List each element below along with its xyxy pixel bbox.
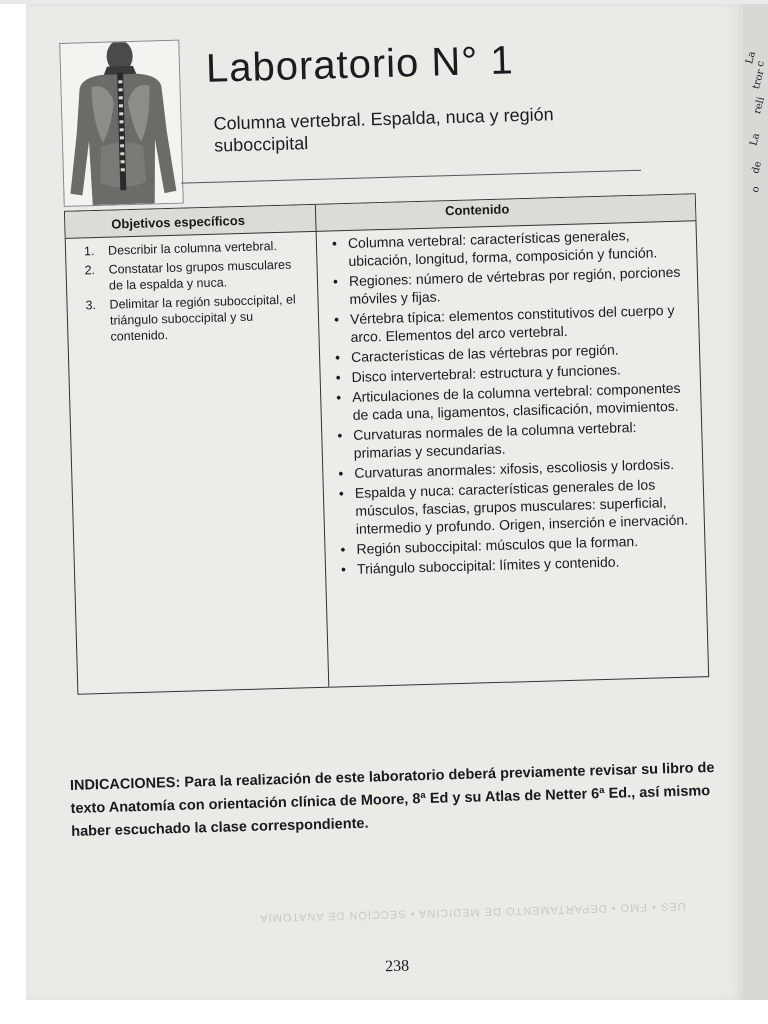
content-item: • Curvaturas anormales: xifosis, escoliosis y lordosis. [336,454,694,482]
content-item: • Articulaciones de la columna vertebral: componentes de cada una, ligamentos, clasificación, movimientos. [334,378,693,424]
content-item: • Región suboccipital: músculos que la forman. [338,530,696,558]
column-header-objectives: Objetivos específicos [111,212,246,232]
objective-number: 1. [83,244,95,259]
page-subtitle: Columna vertebral. Espalda, nuca y región suboccipital [213,104,554,156]
content-item: • Espalda y nuca: características generales de los músculos, fascias, grupos musculares: superficial, intermedio y profundo. Origen, inserción e inervación. [337,474,696,538]
content-item: • Columna vertebral: características generales, ubicación, longitud, forma, composición y función. [330,225,689,271]
lab-table [64,193,709,694]
content-item: • Triángulo suboccipital: límites y contenido. [339,550,697,578]
objective-item [77,291,310,345]
column-divider [315,205,329,687]
objective-text: Describir la columna vertebral. [107,238,277,258]
document-page [26,4,743,1000]
contents-list [330,225,698,581]
objectives-list [76,237,311,348]
column-header-contents: Contenido [444,201,510,219]
content-item: • Regiones: número de vértebras por región, porciones móviles y fijas. [331,262,690,308]
objective-text: Constatar los grupos musculares de la espalda y nuca. [108,257,292,293]
page-title: Laboratorio N° 1 [205,38,515,91]
page-number: 238 [384,957,410,976]
content-item: • Curvaturas normales de la columna vertebral: primarias y secundarias. [335,416,694,462]
adjacent-page-edge: La c tror reli La de o [743,4,768,1000]
bottom-margin [0,1000,768,1024]
objective-number: 3. [85,298,97,313]
objective-number: 2. [84,263,96,278]
title-divider [181,170,641,184]
faint-footer-text: UES • FMO • DEPARTAMENTO DE MEDICINA • SECCIÓN DE ANATOMÍA [259,899,686,924]
content-item: • Disco intervertebral: estructura y funciones. [333,358,691,386]
content-item: • Vértebra típica: elementos constitutivos del cuerpo y arco. Elementos del arco vertebral. [332,300,691,346]
anatomy-figure [59,40,184,207]
objective-item [76,256,309,294]
objective-text: Delimitar la región suboccipital, el triángulo suboccipital y su contenido. [109,292,296,344]
anatomy-back-figure-icon [60,41,182,206]
content-item: • Características de las vértebras por región. [333,338,691,366]
indications-paragraph: INDICACIONES: Para la realización de este laboratorio deberá previamente revisar su libro de texto Anatomía con orientación clínica de Moore, 8ª Ed y su Atlas de Netter 6ª Ed., así mismo haber escuchado la clase correspondiente. [69,759,715,840]
page-content [14,0,759,1010]
